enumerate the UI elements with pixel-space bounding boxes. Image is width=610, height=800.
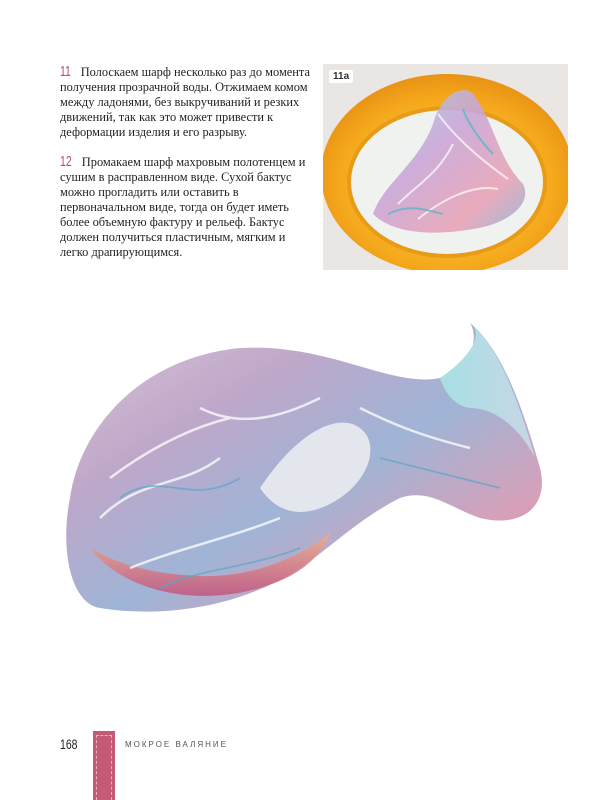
step-text: Полоскаем шарф несколько раз до момента получения прозрачной воды. Отжимаем комом между ладонями, без выкручиваний и резких движений, так как это может привести к деформации изделия и его разрыву. xyxy=(60,65,310,139)
photo-scarf-in-bowl xyxy=(323,64,568,270)
photo-label: 11а xyxy=(329,70,353,83)
page-number: 168 xyxy=(60,736,78,752)
step-number: 11 xyxy=(60,63,71,80)
scarf-illustration xyxy=(0,318,610,648)
bowl-illustration xyxy=(323,64,568,270)
photo-finished-scarf xyxy=(0,318,610,648)
step-number: 12 xyxy=(60,153,72,170)
footer-ribbon xyxy=(93,731,115,800)
step-text: Промакаем шарф махровым полотенцем и сушим в расправленном виде. Сухой бактус можно прогладить или оставить в первоначальном виде, тогда он будет иметь более объемную фактуру и рельеф. Бактус должен получиться пластичным, мягким и легко драпирующимся. xyxy=(60,155,306,259)
step-12 xyxy=(60,154,310,260)
running-title: МОКРОЕ ВАЛЯНИЕ xyxy=(125,740,228,749)
step-11 xyxy=(60,64,310,140)
